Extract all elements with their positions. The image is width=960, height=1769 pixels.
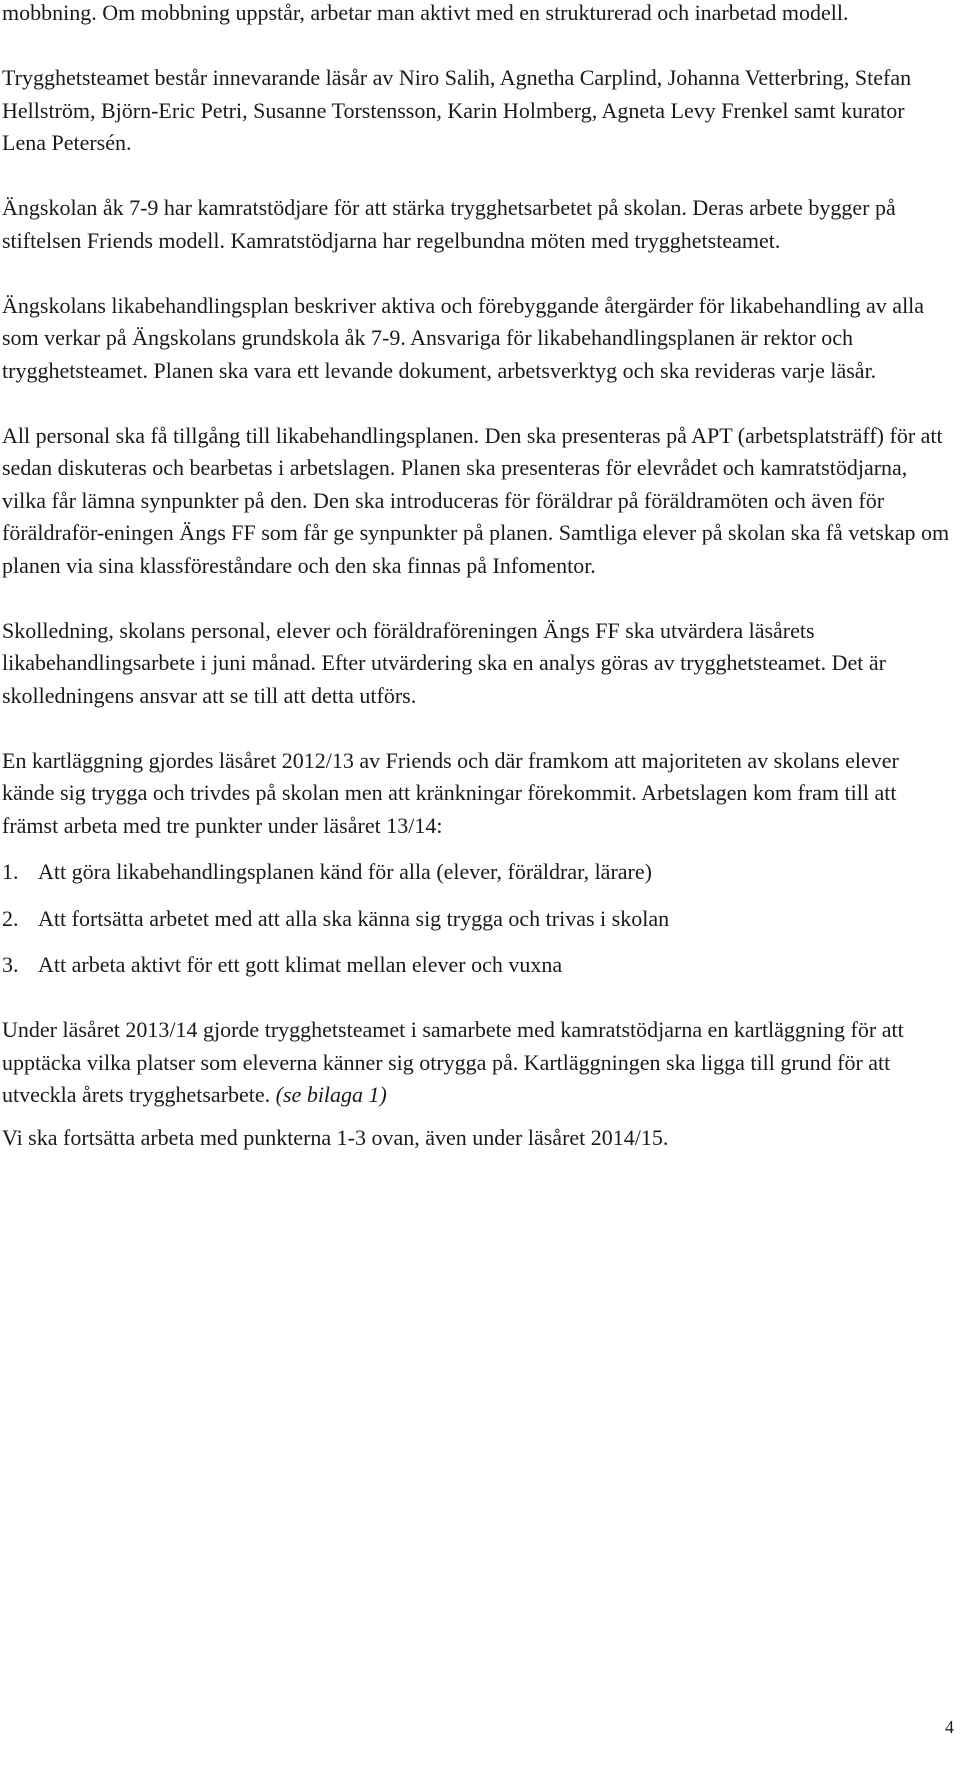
paragraph-mobbning: mobbning. Om mobbning uppstår, arbetar man aktivt med en strukturerad och inarbetad modell. (2, 0, 849, 25)
list-item (2, 903, 950, 936)
list-item-number: 2. (2, 905, 19, 931)
document-page (2, 0, 950, 1154)
paragraph-utvardering: Skolledning, skolans personal, elever och föräldraföreningen Ängs FF ska utvärdera läsårets likabehandlingsarbete i juni månad. Efter utvärdering ska en analys göras av trygghetsteamet. Det är skolledningens ansvar att se till att detta utförs. (2, 617, 886, 708)
list-item (2, 949, 950, 982)
list-item-number: 1. (2, 859, 19, 884)
list-item-text: Att göra likabehandlingsplanen känd för alla (elever, föräldrar, lärare) (38, 859, 652, 884)
page-number: 4 (945, 1717, 954, 1737)
paragraph-kartlaggning: En kartläggning gjordes läsåret 2012/13 av Friends och där framkom att majoriteten av skolans elever kände sig trygga och trivdes på skolan men att kränkningar förekommit. Arbetslagen kom fram till att främst arbeta med tre punkter under läsåret 13/14: (2, 747, 899, 838)
list-item (2, 856, 950, 889)
paragraph-likabehandlingsplan: Ängskolans likabehandlingsplan beskriver aktiva och förebyggande återgärder för likabehandling av alla som verkar på Ängskolans grundskola åk 7-9. Ansvariga för likabehandlingsplanen är rektor och trygghetsteamet. Planen ska vara ett levande dokument, arbetsverktyg och ska revideras varje läsår. (2, 292, 925, 383)
paragraph-personal: All personal ska få tillgång till likabehandlingsplanen. Den ska presenteras på APT (arbetsplatsträff) för att sedan diskuteras och bearbetas i arbetslagen. Planen ska presenteras för elevrådet och kamratstödjarna, vilka får lämna synpunkter på den. Den ska introduceras för föräldrar på föräldramöten och även för föräldraför-eningen Ängs FF som får ge synpunkter på planen. Samtliga elever på skolan ska få vetskap om planen via sina klassföreståndare och den ska finnas på Infomentor. (2, 422, 950, 578)
list-item-number: 3. (2, 952, 19, 977)
paragraph-kartlaggning-2013-text: Under läsåret 2013/14 gjorde trygghetsteamet i samarbete med kamratstödjarna en kartläggning för att upptäcka vilka platser som eleverna känner sig otrygga på. Kartläggningen ska ligga till grund för att utveckla årets trygghetsarbete. (2, 1017, 904, 1107)
bilaga-reference: (se bilaga 1) (275, 1082, 387, 1107)
list-item-text: Att arbeta aktivt för ett gott klimat mellan elever och vuxna (38, 952, 563, 977)
paragraph-kartlaggning-2013 (2, 1014, 950, 1112)
list-item-text: Att fortsätta arbetet med att alla ska känna sig trygga och trivas i skolan (38, 905, 670, 931)
paragraph-fortsatta: Vi ska fortsätta arbeta med punkterna 1-3 ovan, även under läsåret 2014/15. (2, 1124, 669, 1150)
paragraph-kamratstodjare: Ängskolan åk 7-9 har kamratstödjare för att stärka trygghetsarbetet på skolan. Deras arbete bygger på stiftelsen Friends modell. Kamratstödjarna har regelbundna möten med trygghetsteamet. (2, 195, 896, 253)
paragraph-trygghetsteamet: Trygghetsteamet består innevarande läsår av Niro Salih, Agnetha Carplind, Johanna Vetterbring, Stefan Hellström, Björn-Eric Petri, Susanne Torstensson, Karin Holmberg, Agneta Levy Frenkel samt kurator Lena Petersén. (2, 65, 912, 155)
